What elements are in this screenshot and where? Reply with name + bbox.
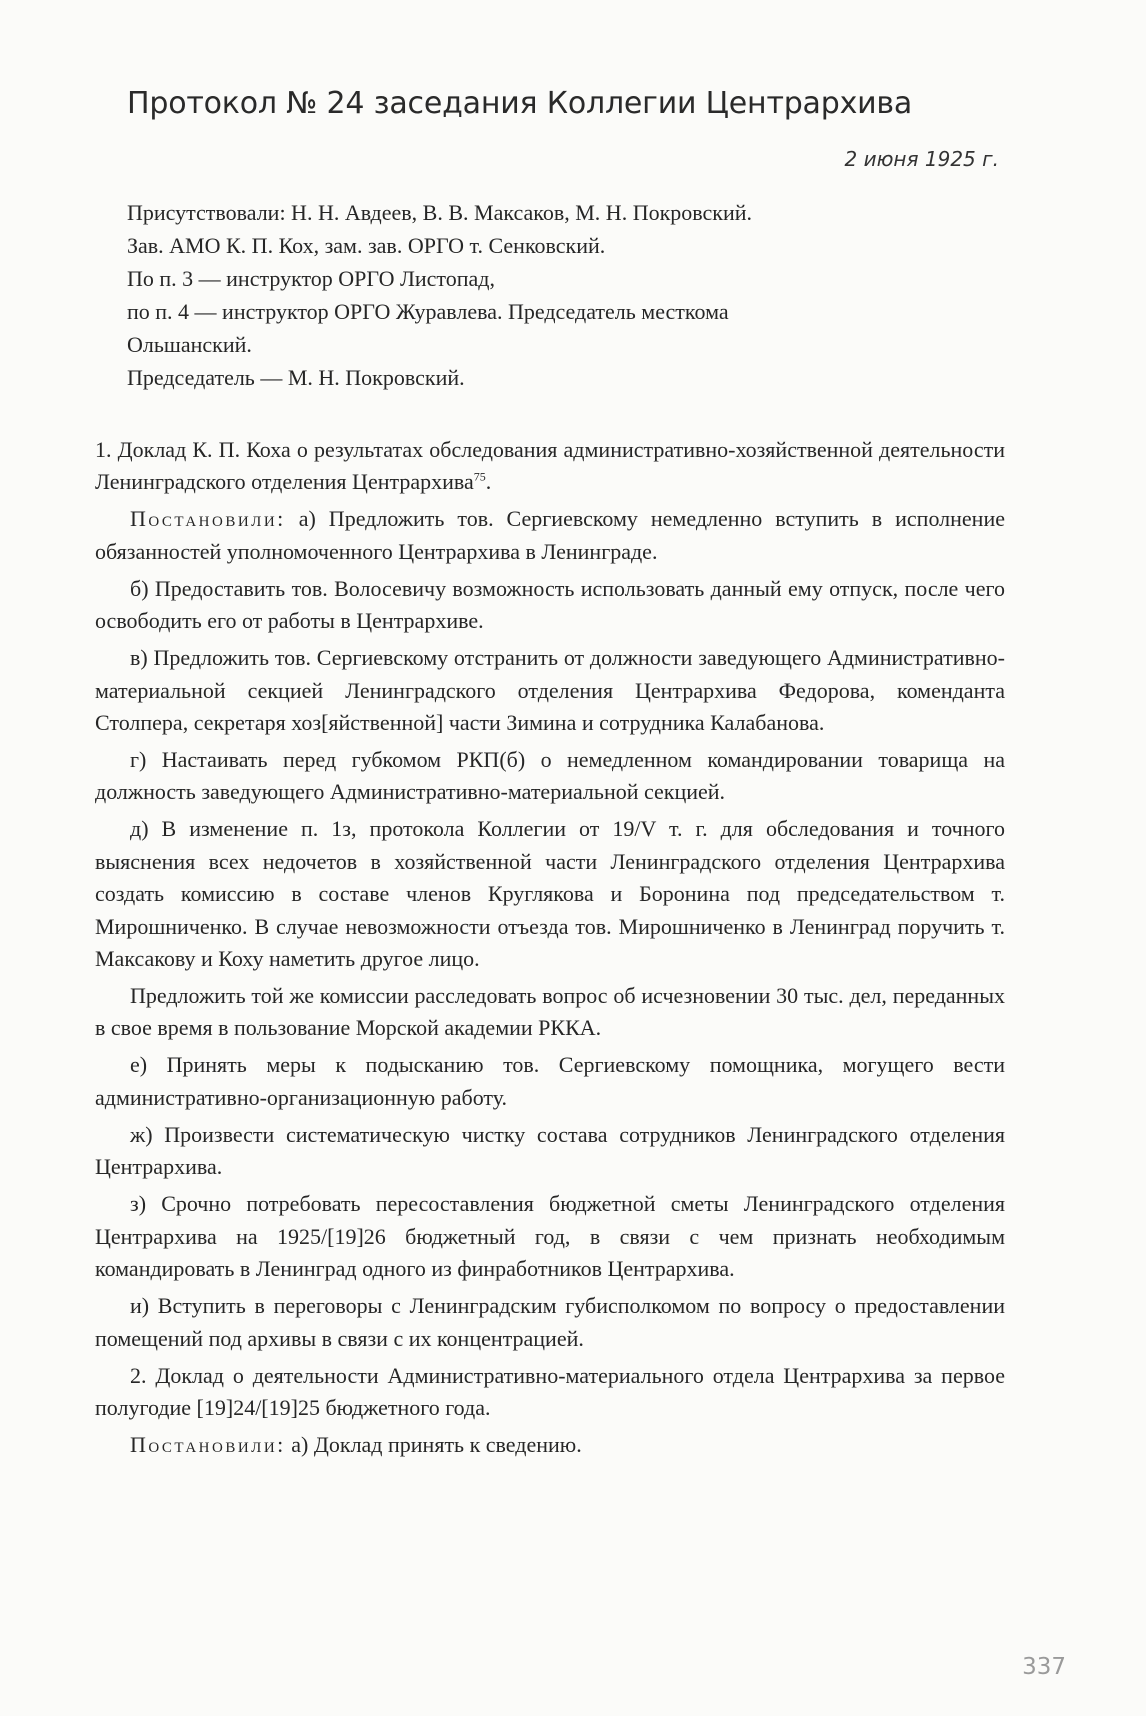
resolution-b: б) Предоставить тов. Волосевичу возможность использовать данный ему отпуск, после чего освободить его от работы в Центрархиве. (95, 575, 1005, 634)
agenda-item-2: 2. Доклад о деятельности Административно-материального отдела Центрархива за первое полугодие [19]24/[19]25 бюджетного года. (95, 1362, 1005, 1420)
resolution-a-text: а) Предложить тов. Сергиевскому немедленно вступить в исполнение обязанностей уполномоченного Центрархива в Ленинграде. (95, 506, 1005, 564)
resolved-label: Постановили: (130, 1431, 286, 1457)
resolution-v: в) Предложить тов. Сергиевскому отстранить от должности заведующего Административно-материальной секцией Ленинградского отделения Центрархива Федорова, коменданта Столпера, секретаря хоз[яйственной] части Зимина и сотрудника Калабанова. (95, 645, 1005, 736)
resolution-d: д) В изменение п. 1з, протокола Коллегии от 19/V т. г. для обследования и точного выяснения всех недочетов в хозяйственной части Ленинградского отделения Центрархива создать комиссию в составе членов Круглякова и Боронина под председательством т. Мирошниченко. В случае невозможности отъезда тов. Мирошниченко в Ленинград поручить т. Максакову и Коху наметить другое лицо. (95, 816, 1005, 972)
resolution-zh: ж) Произвести систематическую чистку состава сотрудников Ленинградского отделения Центрархива. (95, 1121, 1005, 1180)
resolution-e: е) Принять меры к подысканию тов. Сергиевскому помощника, могущего вести административно-организационную работу. (95, 1052, 1005, 1110)
resolution-2a (95, 1429, 1005, 1461)
sentence-end: . (485, 469, 492, 495)
protocol-body (95, 434, 1005, 1466)
agenda-item-1 (95, 434, 1005, 499)
page-title: Протокол № 24 заседания Коллегии Центрархива (127, 86, 913, 121)
attendance-line: Председатель — М. Н. Покровский. (127, 365, 465, 390)
agenda-item-1-text: 1. Доклад К. П. Коха о результатах обследования административно-хозяйственной деятельности Ленинградского отделения Центрархива (95, 437, 1005, 495)
resolution-i: и) Вступить в переговоры с Ленинградским губисполкомом по вопросу о предоставлении помещений под архивы в связи с их концентрацией. (95, 1293, 1005, 1351)
resolved-label: Постановили: (130, 506, 286, 532)
footnote-ref: 75 (473, 470, 486, 485)
resolution-a (95, 503, 1005, 568)
resolution-d-continued: Предложить той же комиссии расследовать вопрос об исчезновении 30 тыс. дел, переданных в свое время в пользование Морской академии РККА. (95, 983, 1005, 1041)
page-number: 337 (1022, 1654, 1066, 1680)
attendance-line: По п. 3 — инструктор ОРГО Листопад, (127, 266, 495, 291)
attendance-line: Зав. АМО К. П. Кох, зам. зав. ОРГО т. Сенковский. (127, 233, 606, 258)
attendance-block (127, 196, 752, 394)
meeting-date: 2 июня 1925 г. (844, 147, 999, 171)
attendance-line: Ольшанский. (127, 332, 252, 357)
attendance-line: по п. 4 — инструктор ОРГО Журавлева. Председатель месткома (127, 299, 729, 324)
attendance-line: Присутствовали: Н. Н. Авдеев, В. В. Максаков, М. Н. Покровский. (127, 200, 753, 225)
resolution-g: г) Настаивать перед губкомом РКП(б) о немедленном командировании товарища на должность заведующего Административно-материальной секцией. (95, 747, 1005, 805)
resolution-2a-text: а) Доклад принять к сведению. (285, 1431, 582, 1457)
resolution-z: з) Срочно потребовать пересоставления бюджетной сметы Ленинградского отделения Центрархива на 1925/[19]26 бюджетный год, в связи с чем признать необходимым командировать в Ленинград одного из финработников Центрархива. (95, 1191, 1005, 1282)
